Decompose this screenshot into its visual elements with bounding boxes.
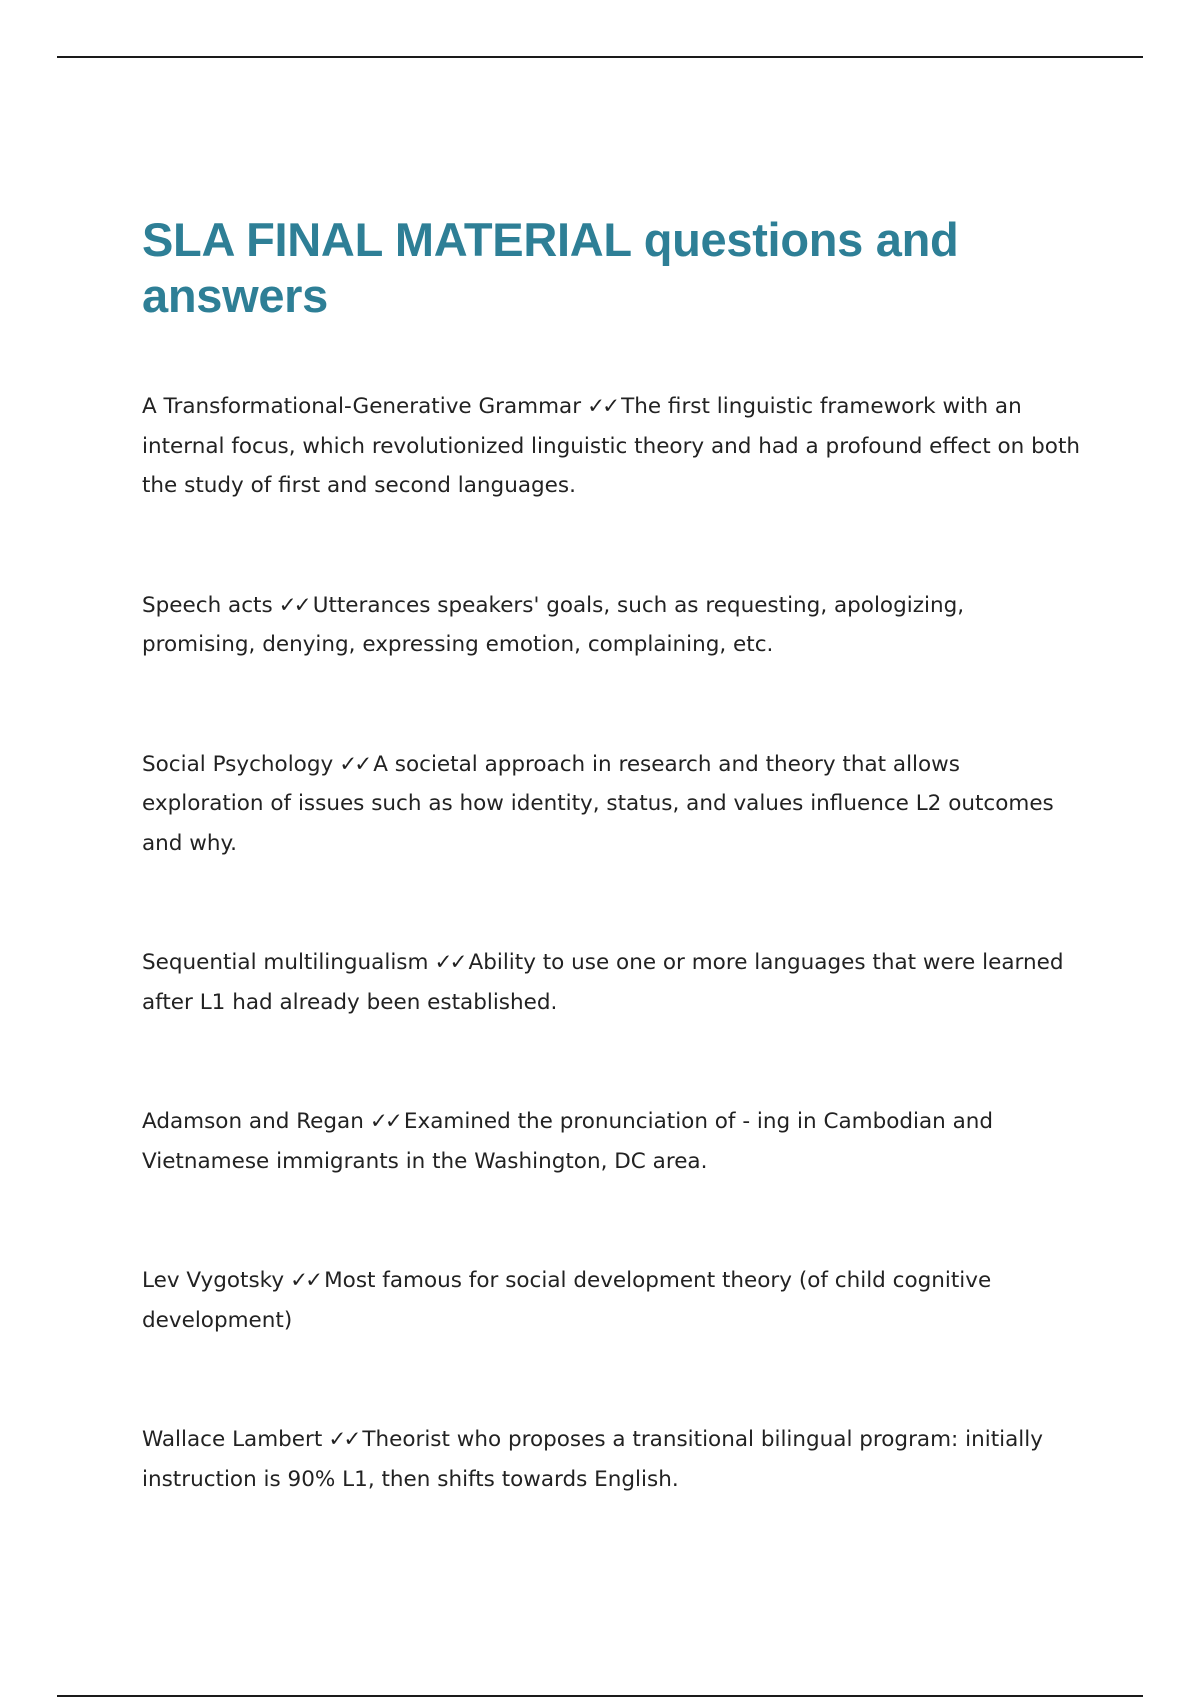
qa-entry: [142, 387, 1082, 506]
entry-definition: Ability to use one or more languages that were learned after L1 had already been established.: [142, 950, 1064, 1015]
qa-list: [142, 387, 1082, 1499]
entry-term: Social Psychology: [142, 751, 334, 777]
qa-entry: [142, 745, 1082, 864]
document-title: SLA FINAL MATERIAL questions and answers: [142, 213, 959, 322]
entry-definition: Theorist who proposes a transitional bilingual program: initially instruction is 90% L1, then shifts towards English.: [142, 1427, 1043, 1492]
entry-definition: A societal approach in research and theory that allows exploration of issues such as how identity, status, and values influence L2 outcomes and why.: [142, 751, 1054, 856]
entry-definition: Most famous for social development theory (of child cognitive development): [142, 1268, 992, 1333]
top-divider: [57, 56, 1143, 58]
entry-term: Adamson and Regan: [142, 1109, 364, 1134]
qa-entry: [142, 943, 1082, 1022]
entry-definition: Utterances speakers' goals, such as requesting, apologizing, promising, denying, expressing emotion, complaining, etc.: [142, 592, 965, 657]
qa-entry: [142, 586, 1082, 665]
double-check-icon: ✓✓: [587, 394, 618, 419]
qa-entry: [142, 1102, 1082, 1181]
double-check-icon: ✓✓: [278, 592, 309, 618]
entry-term: A Transformational-Generative Grammar: [142, 394, 582, 419]
entry-definition: The first linguistic framework with an internal focus, which revolutionized linguistic theory and had a profound effect on both the study of first and second languages.: [142, 394, 1081, 498]
entry-term: Lev Vygotsky: [142, 1268, 285, 1293]
double-check-icon: ✓✓: [369, 1109, 400, 1134]
qa-entry: [142, 1420, 1082, 1499]
double-check-icon: ✓✓: [328, 1427, 359, 1452]
qa-entry: [142, 1261, 1082, 1340]
bottom-divider: [57, 1695, 1143, 1697]
entry-definition: Examined the pronunciation of - ing in Cambodian and Vietnamese immigrants in the Washington, DC area.: [142, 1109, 994, 1174]
entry-term: Sequential multilingualism: [142, 950, 429, 975]
document-body: [142, 212, 1082, 1499]
double-check-icon: ✓✓: [434, 950, 465, 975]
double-check-icon: ✓✓: [290, 1268, 321, 1293]
double-check-icon: ✓✓: [339, 751, 370, 777]
entry-term: Speech acts: [142, 592, 273, 618]
entry-term: Wallace Lambert: [142, 1427, 323, 1452]
